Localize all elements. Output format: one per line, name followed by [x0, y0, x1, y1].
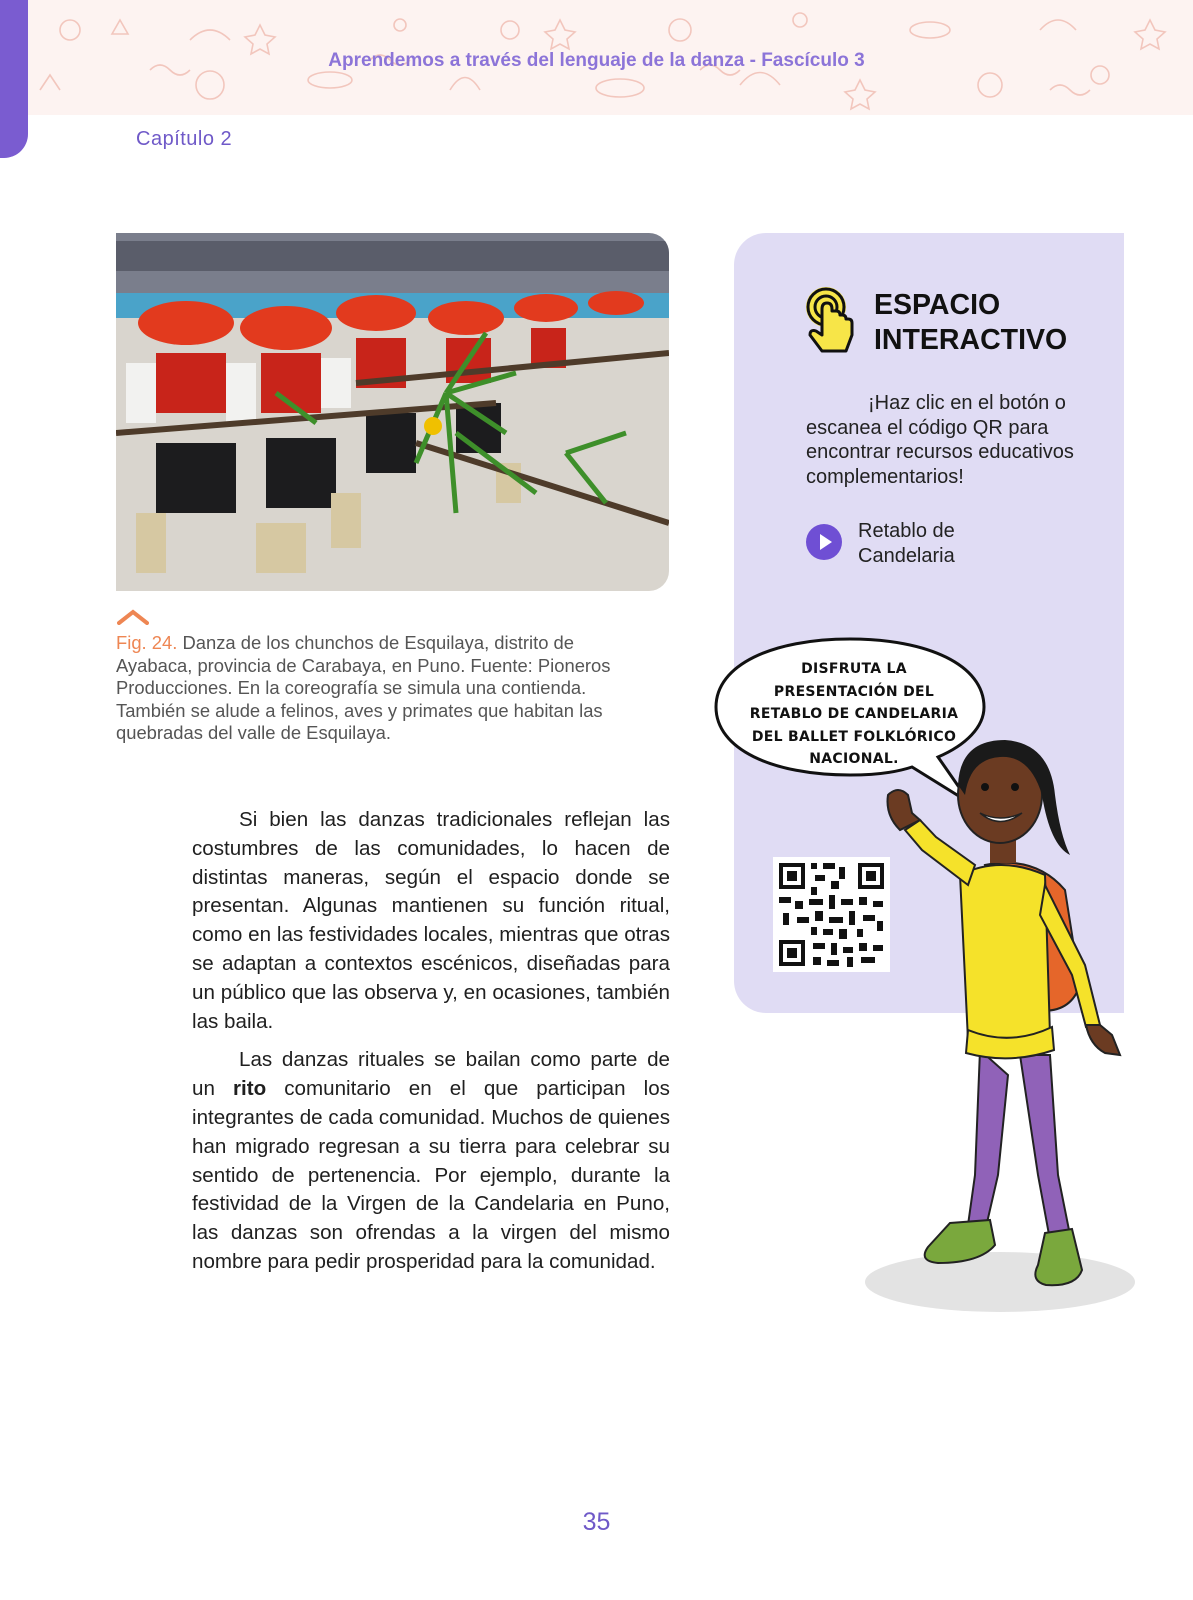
play-video-button[interactable]: [806, 524, 842, 560]
figure-label: Fig. 24.: [116, 632, 178, 653]
body-text: [192, 806, 670, 1287]
chapter-tab-marker: [0, 0, 28, 158]
figure-caption-text: Danza de los chunchos de Esquilaya, distrito de Ayabaca, provincia de Carabaya, en Puno. Fuente: Pioneros Producciones. En la coreografía se simula una contienda. También se alude a felinos, aves y primates que habitan las quebradas del valle de Esquilaya.: [116, 632, 611, 743]
interactive-title-line-1: ESPACIO: [874, 289, 1001, 321]
paragraph-2-end: comunitario en el que participan los integrantes de cada comunidad. Muchos de quienes han migrado regresan a su tierra para celebrar su sentido de pertenencia. Por ejemplo, durante la festividad de la Virgen de la Candelaria en Puno, las danzas son ofrendas a la virgen del mismo nombre para pedir prosperidad para la comunidad.: [192, 1077, 670, 1273]
figure-caption: [116, 632, 616, 745]
interactive-title: [874, 288, 1067, 358]
page-number: 35: [582, 1508, 611, 1536]
chevron-up-icon: [117, 609, 149, 630]
interactive-instruction-text: ¡Haz clic en el botón o escanea el código QR para encontrar recursos educativos complementarios!: [806, 392, 1074, 488]
touch-hand-icon: [802, 285, 860, 368]
speech-bubble-text: DISFRUTA LA PRESENTACIÓN DEL RETABLO DE CANDELARIA DEL BALLET FOLKLÓRICO NACIONAL.: [749, 661, 959, 767]
paragraph-2: [192, 1046, 670, 1276]
paragraph-2-start: Las danzas rituales se bailan como parte de un: [192, 1048, 670, 1101]
chapter-label: Capítulo 2: [136, 128, 233, 150]
interactive-title-line-2: INTERACTIVO: [874, 324, 1068, 356]
interactive-instructions: [806, 391, 1091, 489]
video-link[interactable]: Retablo de Candelaria: [858, 520, 955, 567]
fascicle-title: Aprendemos a través del lenguaje de la danza - Fascículo 3: [328, 50, 865, 71]
girl-illustration: [850, 735, 1150, 1320]
dance-photo: [116, 233, 669, 591]
paragraph-1: Si bien las danzas tradicionales reflejan las costumbres de las comunidades, lo hacen de distintas maneras, según el espacio donde se presentan. Algunas mantienen su función ritual, como en las festividades locales, mientras que otras se adaptan a contextos escénicos, diseñadas para un público que las observa y, en ocasiones, también las baila.: [192, 808, 670, 1033]
glossary-term-rito: rito: [232, 1077, 267, 1101]
